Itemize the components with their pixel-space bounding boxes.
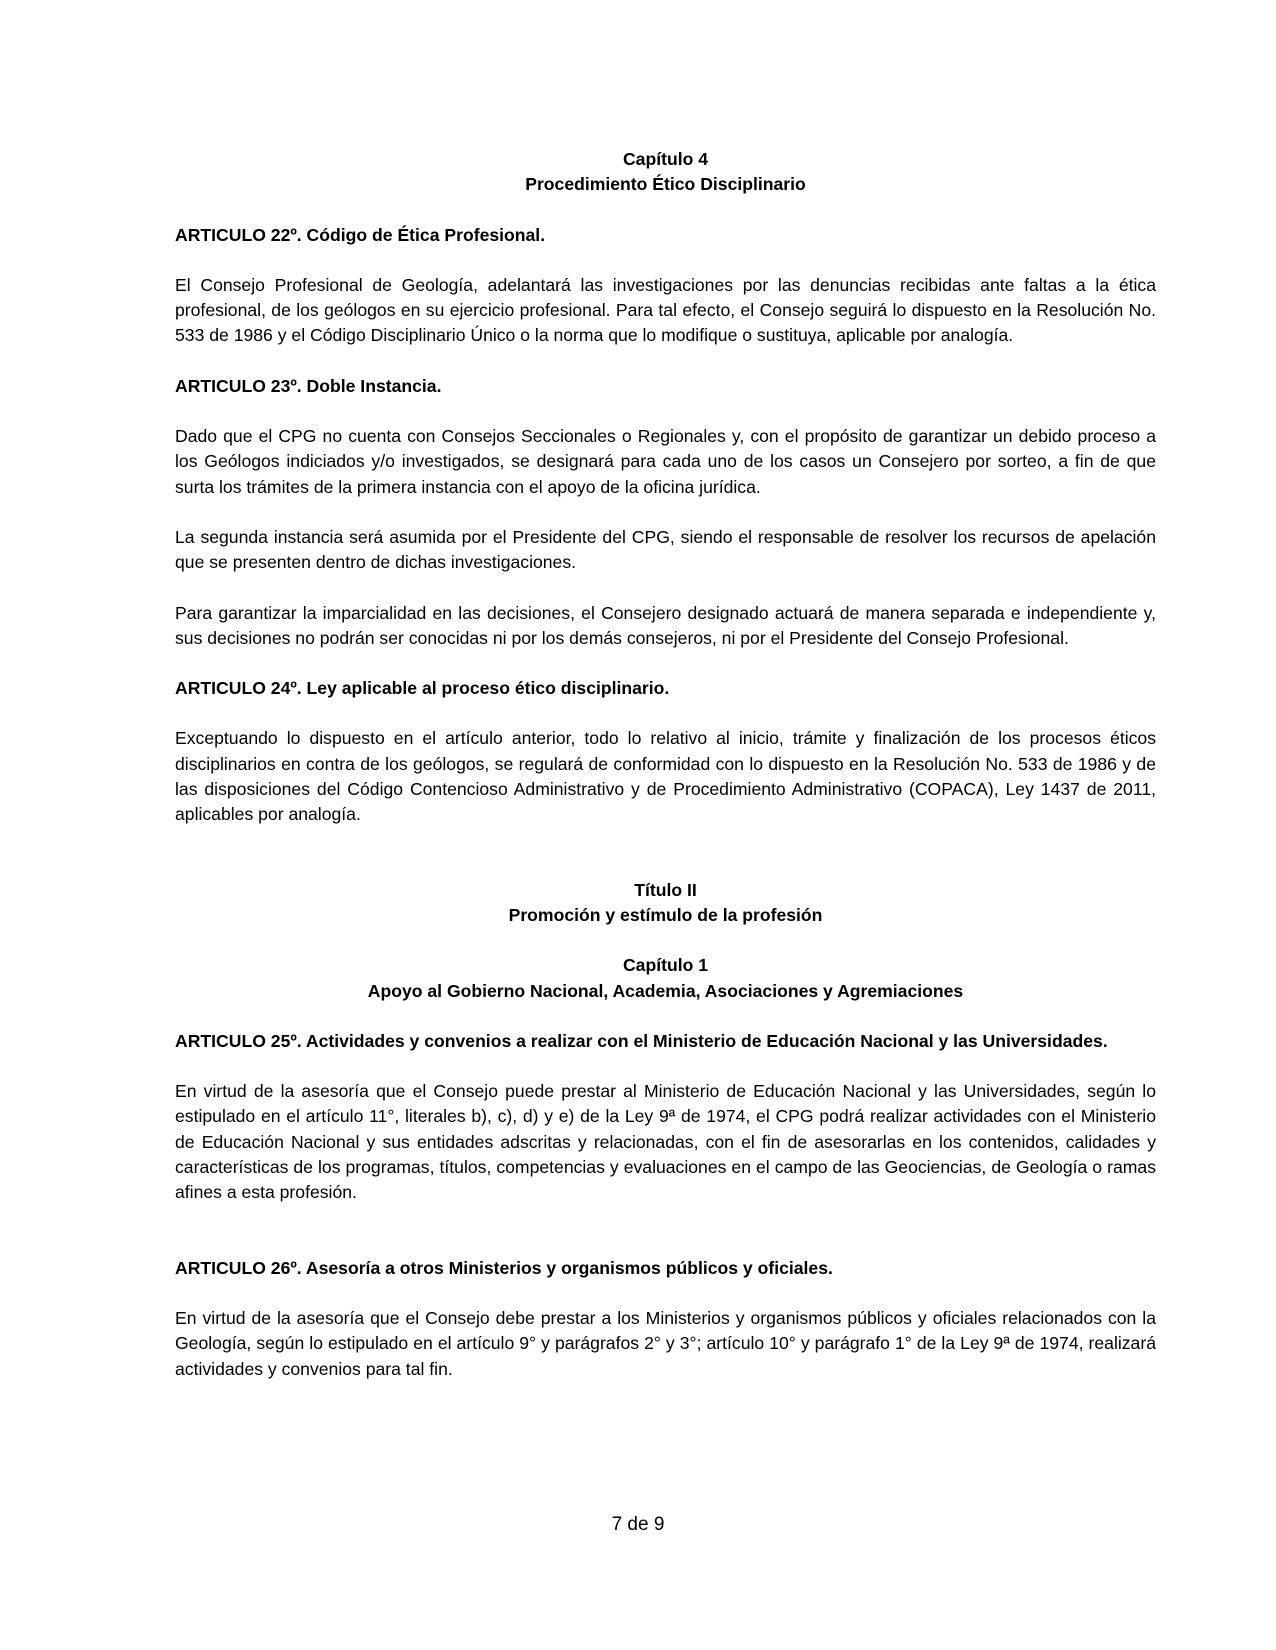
article-22-paragraph: El Consejo Profesional de Geología, adelantará las investigaciones por las denuncias recibidas ante faltas a la ética profesional, de los geólogos en su ejercicio profesional. Para tal efecto, el Consejo seguirá lo dispuesto en la Resolución No. 533 de 1986 y el Código Disciplinario Único o la norma que lo modifique o sustituya, aplicable por analogía. bbox=[175, 274, 1156, 346]
chapter-1-subtitle: Apoyo al Gobierno Nacional, Academia, Asociaciones y Agremiaciones bbox=[367, 980, 964, 1001]
chapter-title: Capítulo 4 bbox=[622, 149, 709, 169]
article-25-paragraph: En virtud de la asesoría que el Consejo puede prestar al Ministerio de Educación Nacional y las Universidades, según lo estipulado en el artículo 11°, literales b), c), d) y e) de la Ley 9ª de 1974, el CPG podrá realizar actividades con el Ministerio de Educación Nacional y sus entidades adscritas y relacionadas, con el fin de asesorarlas en los contenidos, calidades y características de los programas, títulos, competencias y evaluaciones en el campo de las Geociencias, de Geología o ramas afines a esta profesión. bbox=[175, 1081, 1156, 1203]
article-26-paragraph: En virtud de la asesoría que el Consejo debe prestar a los Ministerios y organismos públicos y oficiales relacionados con la Geología, según lo estipulado en el artículo 9° y parágrafos 2° y 3°; artículo 10° y parágrafo 1° de la Ley 9ª de 1974, realizará actividades y convenios para tal fin. bbox=[175, 1307, 1156, 1379]
article-24-heading: ARTICULO 24º. Ley aplicable al proceso ético disciplinario. bbox=[175, 678, 670, 699]
chapter-1-title: Capítulo 1 bbox=[622, 955, 709, 976]
article-24-paragraph: Exceptuando lo dispuesto en el artículo anterior, todo lo relativo al inicio, trámite y finalización de los procesos éticos disciplinarios en contra de los geólogos, se regulará de conformidad con lo dispuesto en la Resolución No. 533 de 1986 y de las disposiciones del Código Contencioso Administrativo y de Procedimiento Administrativo (COPACA), Ley 1437 de 2011, aplicables por analogía. bbox=[175, 728, 1156, 825]
article-23-paragraph-2: La segunda instancia será asumida por el Presidente del CPG, siendo el responsable de resolver los recursos de apelación que se presenten dentro de dichas investigaciones. bbox=[175, 526, 1156, 573]
article-23-paragraph-1: Dado que el CPG no cuenta con Consejos Seccionales o Regionales y, con el propósito de garantizar un debido proceso a los Geólogos indiciados y/o investigados, se designará para cada uno de los casos un Consejero por sorteo, a fin de que surta los trámites de la primera instancia con el apoyo de la oficina jurídica. bbox=[175, 426, 1156, 497]
article-23-heading: ARTICULO 23º. Doble Instancia. bbox=[175, 375, 442, 396]
article-22-heading: ARTICULO 22º. Código de Ética Profesional. bbox=[175, 224, 546, 245]
article-23-paragraph-3: Para garantizar la imparcialidad en las decisiones, el Consejero designado actuará de manera separada e independiente y, sus decisiones no podrán ser conocidas ni por los demás consejeros, ni por el Presidente del Consejo Profesional. bbox=[175, 602, 1156, 648]
chapter-subtitle: Procedimiento Ético Disciplinario bbox=[525, 174, 806, 195]
article-25-heading: ARTICULO 25º. Actividades y convenios a realizar con el Ministerio de Educación Nacional y las Universidades. bbox=[175, 1030, 1108, 1051]
title-ii-heading: Título II bbox=[634, 879, 697, 900]
article-26-heading: ARTICULO 26º. Asesoría a otros Ministerios y organismos públicos y oficiales. bbox=[175, 1257, 833, 1278]
title-ii-subtitle: Promoción y estímulo de la profesión bbox=[508, 904, 823, 925]
document-page bbox=[175, 147, 1156, 1382]
page-number: 7 de 9 bbox=[611, 1514, 665, 1535]
